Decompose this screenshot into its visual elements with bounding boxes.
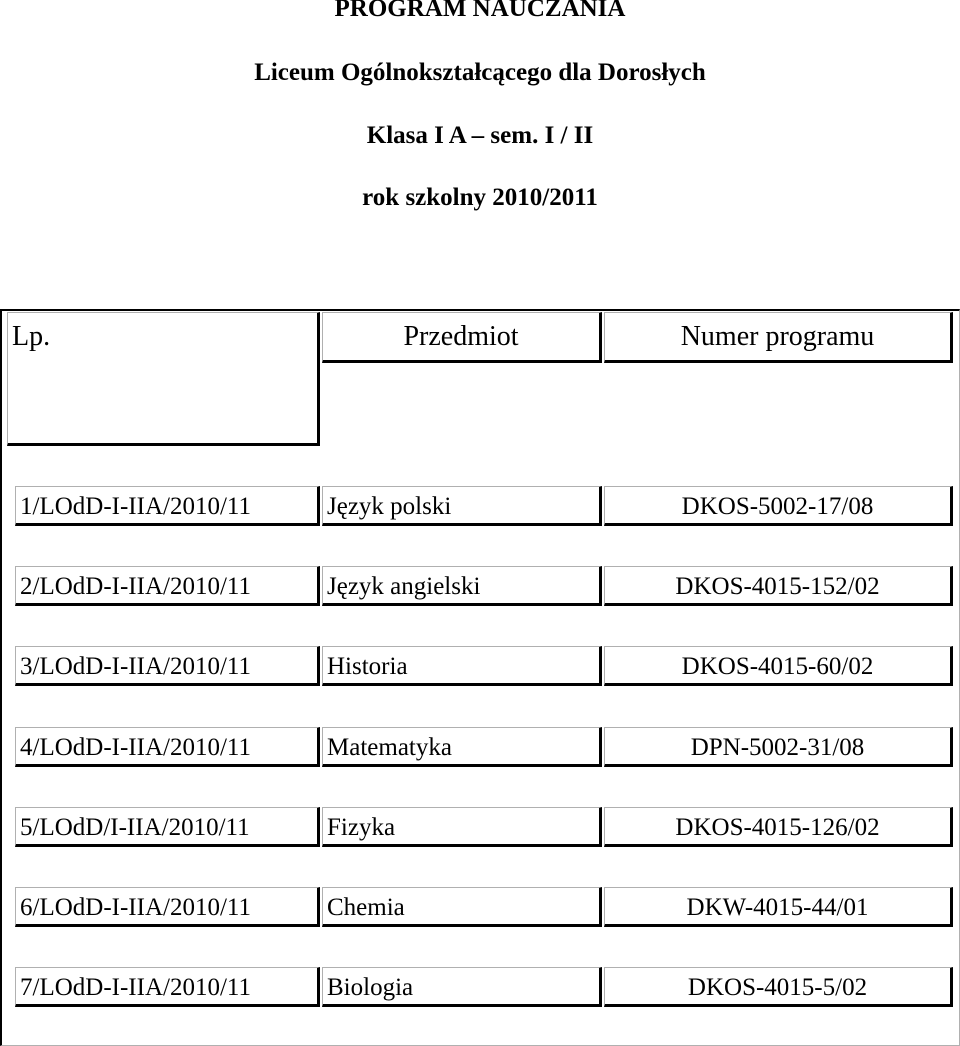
cell-subject (322, 887, 602, 927)
cell-program (604, 807, 953, 847)
cell-program (604, 566, 953, 606)
cell-lp (15, 967, 320, 1007)
cell-subject-text: Język angielski (327, 573, 481, 600)
cell-program-text: DKOS-4015-152/02 (675, 573, 880, 600)
cell-lp (15, 807, 320, 847)
cell-subject-text: Fizyka (327, 814, 396, 841)
cell-lp-text: 2/LOdD-I-IIA/2010/11 (20, 573, 251, 600)
document-title: PROGRAM NAUCZANIA (334, 0, 626, 22)
cell-lp (15, 486, 320, 526)
cell-program (604, 967, 953, 1007)
school-name: Liceum Ogólnokształcącego dla Dorosłych (254, 59, 706, 86)
cell-subject-text: Matematyka (327, 734, 452, 761)
cell-program (604, 727, 953, 767)
cell-program-text: DKOS-5002-17/08 (681, 493, 874, 520)
header-cell-lp (7, 312, 320, 446)
cell-program (604, 887, 953, 927)
cell-subject-text: Język polski (327, 493, 452, 520)
cell-program-text: DKW-4015-44/01 (686, 894, 869, 921)
cell-lp (15, 566, 320, 606)
class-semester: Klasa I A – sem. I / II (366, 122, 594, 149)
cell-subject-text: Biologia (327, 974, 414, 1001)
cell-subject-text: Historia (327, 653, 408, 680)
cell-subject-text: Chemia (327, 894, 405, 921)
cell-program-text: DKOS-4015-60/02 (681, 653, 874, 680)
cell-lp (15, 727, 320, 767)
cell-subject (322, 727, 602, 767)
cell-subject (322, 566, 602, 606)
cell-subject (322, 967, 602, 1007)
cell-subject (322, 807, 602, 847)
cell-lp-text: 1/LOdD-I-IIA/2010/11 (20, 493, 251, 520)
cell-lp-text: 6/LOdD-I-IIA/2010/11 (20, 894, 251, 921)
header-cell-subject (322, 312, 602, 363)
cell-lp (15, 646, 320, 686)
cell-lp (15, 887, 320, 927)
cell-subject (322, 486, 602, 526)
cell-subject (322, 646, 602, 686)
cell-lp-text: 5/LOdD/I-IIA/2010/11 (20, 814, 250, 841)
cell-lp-text: 4/LOdD-I-IIA/2010/11 (20, 734, 251, 761)
header-label-program: Numer programu (680, 321, 875, 352)
cell-program-text: DPN-5002-31/08 (690, 734, 865, 761)
cell-program-text: DKOS-4015-5/02 (687, 974, 868, 1001)
cell-program-text: DKOS-4015-126/02 (675, 814, 880, 841)
header-label-lp: Lp. (12, 321, 51, 352)
cell-lp-text: 7/LOdD-I-IIA/2010/11 (20, 974, 251, 1001)
school-year: rok szkolny 2010/2011 (362, 184, 598, 211)
cell-program (604, 646, 953, 686)
cell-lp-text: 3/LOdD-I-IIA/2010/11 (20, 653, 251, 680)
header-label-subject: Przedmiot (403, 321, 519, 352)
header-cell-program (604, 312, 953, 363)
cell-program (604, 486, 953, 526)
